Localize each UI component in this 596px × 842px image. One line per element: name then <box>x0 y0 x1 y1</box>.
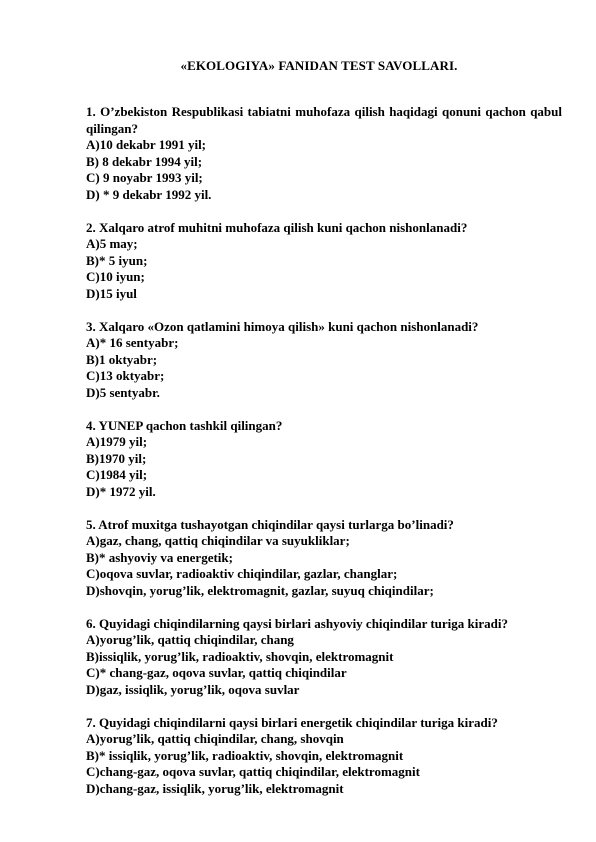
answer-option: A)1979 yil; <box>86 434 148 449</box>
question-block <box>86 616 562 699</box>
answer-option: D) * 9 dekabr 1992 yil. <box>86 186 212 202</box>
answer-option: D)* 1972 yil. <box>86 483 156 499</box>
answer-option: C)13 oktyabr; <box>86 368 165 383</box>
answer-option: B)1970 yil; <box>86 450 147 466</box>
question-text: 4. YUNEP qachon tashkil qilingan? <box>86 417 283 433</box>
answer-option: B)* issiqlik, yorug’lik, radioaktiv, shovqin, elektromagnit <box>86 747 404 763</box>
answer-option: D)chang-gaz, issiqlik, yorug’lik, elektromagnit <box>86 780 344 796</box>
questions-list <box>86 104 562 814</box>
answer-option: B)* 5 iyun; <box>86 252 148 268</box>
answer-option: B) 8 dekabr 1994 yil; <box>86 153 203 169</box>
question-block <box>86 220 562 303</box>
answer-option: B)issiqlik, yorug’lik, radioaktiv, shovqin, elektromagnit <box>86 648 394 664</box>
answer-option: A)yorug’lik, qattiq chiqindilar, chang <box>86 632 294 647</box>
answer-option: C)* chang-gaz, oqova suvlar, qattiq chiqindilar <box>86 665 347 680</box>
answer-option: C)1984 yil; <box>86 467 148 482</box>
question-block <box>86 418 562 501</box>
answer-option: A)* 16 sentyabr; <box>86 335 179 350</box>
answer-option: C)oqova suvlar, radioaktiv chiqindilar, gazlar, changlar; <box>86 566 398 581</box>
answer-option: C)chang-gaz, oqova suvlar, qattiq chiqindilar, elektromagnit <box>86 764 420 779</box>
answer-option: D)15 iyul <box>86 285 137 301</box>
question-text: 6. Quyidagi chiqindilarning qaysi birlari ashyoviy chiqindilar turiga kiradi? <box>86 615 508 631</box>
answer-option: C)10 iyun; <box>86 269 145 284</box>
answer-option: A)yorug’lik, qattiq chiqindilar, chang, shovqin <box>86 731 344 746</box>
question-block <box>86 104 562 203</box>
question-block <box>86 319 562 402</box>
question-text: 5. Atrof muxitga tushayotgan chiqindilar qaysi turlarga bo’linadi? <box>86 516 454 532</box>
question-block <box>86 517 562 600</box>
answer-option: B)1 oktyabr; <box>86 351 158 367</box>
answer-option: D)gaz, issiqlik, yorug’lik, oqova suvlar <box>86 681 300 697</box>
answer-option: B)* ashyoviy va energetik; <box>86 549 233 565</box>
answer-option: A)5 may; <box>86 236 138 251</box>
question-block <box>86 715 562 798</box>
question-text: 1. O’zbekiston Respublikasi tabiatni muhofaza qilish haqidagi qonuni qachon qabul qilingan? <box>86 104 562 136</box>
answer-option: A)10 dekabr 1991 yil; <box>86 137 207 152</box>
answer-option: A)gaz, chang, qattiq chiqindilar va suyukliklar; <box>86 533 350 548</box>
answer-option: D)shovqin, yorug’lik, elektromagnit, gazlar, suyuq chiqindilar; <box>86 582 434 598</box>
question-text: 3. Xalqaro «Ozon qatlamini himoya qilish» kuni qachon nishonlanadi? <box>86 318 479 334</box>
question-text: 7. Quyidagi chiqindilarni qaysi birlari energetik chiqindilar turiga kiradi? <box>86 714 498 730</box>
answer-option: D)5 sentyabr. <box>86 384 160 400</box>
page-title: «EKOLOGIYA» FANIDAN TEST SAVOLLARI. <box>180 58 458 73</box>
answer-option: C) 9 noyabr 1993 yil; <box>86 170 203 185</box>
question-text: 2. Xalqaro atrof muhitni muhofaza qilish kuni qachon nishonlanadi? <box>86 219 468 235</box>
